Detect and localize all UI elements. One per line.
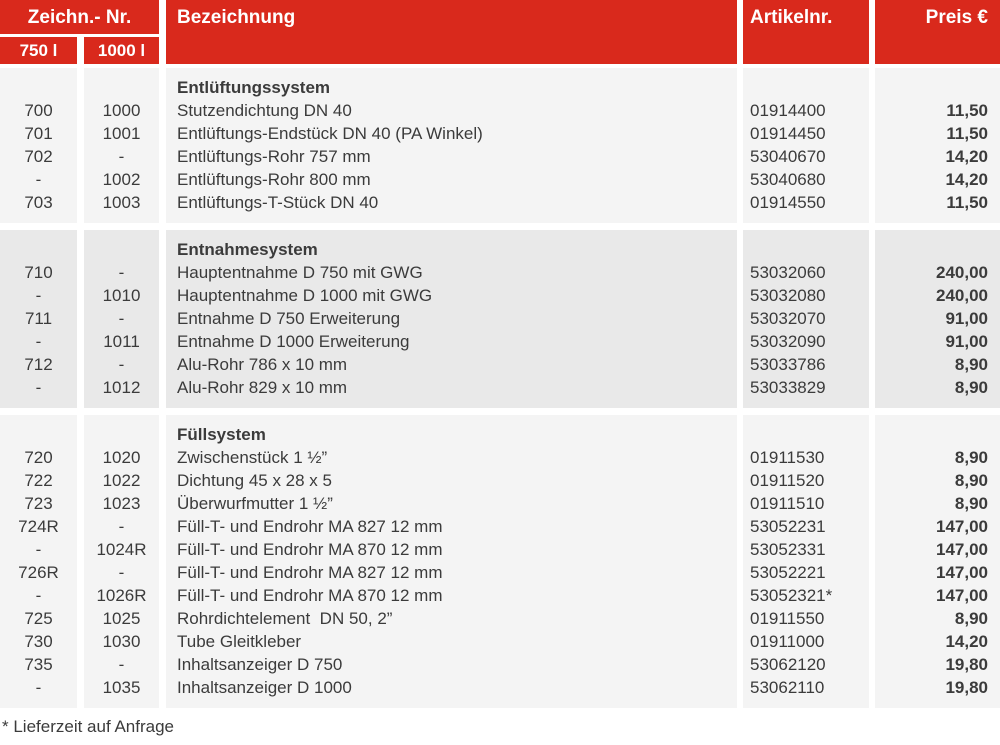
cell-1000l-row-1: 1000	[102, 101, 141, 120]
header-subrow	[0, 37, 159, 64]
cell-1000l-row-4: 1011	[103, 332, 140, 351]
spacer	[750, 238, 869, 261]
cell-750l-row-3: 711	[24, 309, 53, 328]
cell-1000l-row-5: 1024R	[96, 540, 147, 559]
cell-artikelnr-row-11: 53062110	[750, 678, 825, 697]
cell-artikelnr-row-2: 01911520	[750, 471, 825, 490]
cell-bezeichnung-row-3: Entnahme D 750 Erweiterung	[177, 309, 401, 328]
table-header	[0, 0, 1000, 64]
cell-bezeichnung-row-4: Entnahme D 1000 Erweiterung	[177, 332, 410, 351]
cell-preis-row-8: 8,90	[954, 609, 988, 628]
footnote: * Lieferzeit auf Anfrage	[2, 717, 175, 736]
cell-bezeichnung-row-1: Zwischenstück 1 ½”	[177, 448, 328, 467]
cell-bezeichnung-row-7: Füll-T- und Endrohr MA 870 12 mm	[177, 586, 443, 605]
cell-preis-row-11: 19,80	[945, 678, 988, 697]
col-artikelnr	[743, 230, 869, 408]
cell-artikelnr-row-4: 53032090	[750, 332, 826, 351]
cell-1000l-row-2: 1001	[102, 124, 141, 143]
cell-1000l-row-7: 1026R	[96, 586, 147, 605]
cell-preis-row-1: 8,90	[954, 448, 988, 467]
spacer	[84, 238, 159, 261]
cell-bezeichnung-row-4: Füll-T- und Endrohr MA 827 12 mm	[177, 517, 443, 536]
cell-artikelnr-row-4: 53052231	[750, 517, 826, 536]
cell-1000l-row-5: 1003	[102, 193, 141, 212]
spacer	[84, 76, 159, 99]
col-artikelnr	[743, 68, 869, 223]
col-preis	[875, 68, 1000, 223]
cell-preis-row-4: 91,00	[945, 332, 988, 351]
cell-preis-row-3: 8,90	[954, 494, 988, 513]
col-preis	[875, 415, 1000, 708]
cell-750l-row-4: -	[35, 170, 42, 189]
cell-750l-row-10: 735	[24, 655, 53, 674]
cell-750l-row-4: 724R	[18, 517, 59, 536]
cell-preis-row-1: 240,00	[936, 263, 988, 282]
cell-1000l-row-6: 1012	[102, 378, 141, 397]
cell-750l-row-3: 723	[24, 494, 53, 513]
cell-bezeichnung-row-4: Entlüftungs-Rohr 800 mm	[177, 170, 371, 189]
cell-750l-row-2: 722	[24, 471, 53, 490]
cell-750l-row-6: -	[35, 378, 42, 397]
cell-preis-row-4: 14,20	[945, 170, 988, 189]
cell-preis-row-2: 240,00	[936, 286, 988, 305]
cell-bezeichnung-row-9: Tube Gleitkleber	[177, 632, 302, 651]
cell-preis-row-6: 147,00	[936, 563, 988, 582]
cell-artikelnr-row-5: 53033786	[750, 355, 826, 374]
cell-artikelnr-row-6: 53033829	[750, 378, 826, 397]
cell-preis-row-5: 11,50	[946, 193, 988, 212]
cell-preis-row-7: 147,00	[936, 586, 988, 605]
cell-artikelnr-row-9: 01911000	[750, 632, 825, 651]
col-artikelnr	[743, 415, 869, 708]
section-2	[0, 230, 1000, 408]
table-body	[0, 68, 1000, 708]
cell-bezeichnung-row-5: Füll-T- und Endrohr MA 870 12 mm	[177, 540, 443, 559]
cell-artikelnr-row-7: 53052321*	[750, 586, 833, 605]
section-title: Entlüftungssystem	[177, 78, 331, 97]
cell-1000l-row-4: 1002	[102, 170, 141, 189]
spacer	[875, 238, 988, 261]
spacer	[750, 423, 869, 446]
cell-preis-row-3: 91,00	[945, 309, 988, 328]
cell-artikelnr-row-1: 53032060	[750, 263, 826, 282]
spacer	[0, 238, 77, 261]
cell-750l-row-9: 730	[24, 632, 53, 651]
cell-750l-row-2: 701	[24, 124, 53, 143]
cell-1000l-row-11: 1035	[102, 678, 141, 697]
cell-1000l-row-2: 1022	[102, 471, 141, 490]
cell-1000l-row-2: 1010	[102, 286, 141, 305]
spacer	[84, 423, 159, 446]
cell-bezeichnung-row-2: Dichtung 45 x 28 x 5	[177, 471, 332, 490]
header-750l: 750 l	[0, 37, 77, 64]
section-title: Füllsystem	[177, 425, 266, 444]
cell-1000l-row-3: 1023	[102, 494, 141, 513]
header-1000l: 1000 l	[84, 37, 159, 64]
col-1000l	[84, 415, 159, 708]
section-1	[0, 68, 1000, 223]
cell-artikelnr-row-3: 01911510	[750, 494, 825, 513]
cell-1000l-row-3: -	[118, 147, 125, 166]
cell-bezeichnung-row-3: Entlüftungs-Rohr 757 mm	[177, 147, 371, 166]
cell-bezeichnung-row-3: Überwurfmutter 1 ½”	[177, 494, 333, 513]
cell-bezeichnung-row-8: Rohrdichtelement DN 50, 2”	[177, 609, 393, 628]
cell-artikelnr-row-3: 53040670	[750, 147, 826, 166]
cell-preis-row-1: 11,50	[946, 101, 988, 120]
cell-1000l-row-1: 1020	[102, 448, 141, 467]
cell-bezeichnung-row-11: Inhaltsanzeiger D 1000	[177, 678, 352, 697]
cell-preis-row-4: 147,00	[936, 517, 988, 536]
col-bezeichnung	[166, 68, 737, 223]
cell-750l-row-1: 720	[24, 448, 53, 467]
cell-artikelnr-row-8: 01911550	[750, 609, 825, 628]
cell-preis-row-5: 147,00	[936, 540, 988, 559]
cell-bezeichnung-row-2: Hauptentnahme D 1000 mit GWG	[177, 286, 433, 305]
cell-750l-row-5: -	[35, 540, 42, 559]
cell-1000l-row-4: -	[118, 517, 125, 536]
cell-bezeichnung-row-1: Hauptentnahme D 750 mit GWG	[177, 263, 423, 282]
cell-bezeichnung-row-10: Inhaltsanzeiger D 750	[177, 655, 343, 674]
header-zeichn-nr-group	[0, 0, 159, 64]
cell-750l-row-5: 703	[24, 193, 53, 212]
cell-bezeichnung-row-1: Stutzendichtung DN 40	[177, 101, 352, 120]
cell-artikelnr-row-5: 53052331	[750, 540, 826, 559]
section-title: Entnahmesystem	[177, 240, 318, 259]
spacer	[0, 76, 77, 99]
cell-artikelnr-row-10: 53062120	[750, 655, 826, 674]
section-3	[0, 415, 1000, 708]
col-preis	[875, 230, 1000, 408]
cell-bezeichnung-row-6: Füll-T- und Endrohr MA 827 12 mm	[177, 563, 443, 582]
col-750l	[0, 415, 77, 708]
cell-bezeichnung-row-6: Alu-Rohr 829 x 10 mm	[177, 378, 348, 397]
spacer	[0, 423, 77, 446]
header-zeichn-nr: Zeichn.- Nr.	[0, 0, 159, 34]
cell-1000l-row-10: -	[118, 655, 125, 674]
spacer	[750, 76, 869, 99]
cell-750l-row-1: 700	[24, 101, 53, 120]
cell-750l-row-3: 702	[24, 147, 53, 166]
cell-artikelnr-row-6: 53052221	[750, 563, 826, 582]
header-artikelnr: Artikelnr.	[743, 0, 869, 64]
cell-artikelnr-row-2: 53032080	[750, 286, 826, 305]
header-bezeichnung: Bezeichnung	[166, 0, 737, 64]
cell-1000l-row-5: -	[118, 355, 125, 374]
cell-750l-row-8: 725	[24, 609, 53, 628]
col-750l	[0, 230, 77, 408]
spacer	[875, 423, 988, 446]
col-1000l	[84, 230, 159, 408]
cell-750l-row-5: 712	[24, 355, 53, 374]
col-bezeichnung	[166, 230, 737, 408]
cell-1000l-row-9: 1030	[102, 632, 141, 651]
cell-artikelnr-row-3: 53032070	[750, 309, 826, 328]
cell-artikelnr-row-2: 01914450	[750, 124, 826, 143]
cell-artikelnr-row-1: 01914400	[750, 101, 826, 120]
cell-preis-row-2: 11,50	[946, 124, 988, 143]
cell-preis-row-6: 8,90	[954, 378, 988, 397]
cell-750l-row-11: -	[35, 678, 42, 697]
cell-750l-row-7: -	[35, 586, 42, 605]
cell-750l-row-4: -	[35, 332, 42, 351]
cell-1000l-row-6: -	[118, 563, 125, 582]
cell-artikelnr-row-4: 53040680	[750, 170, 826, 189]
header-preis: Preis €	[875, 0, 1000, 64]
cell-preis-row-5: 8,90	[954, 355, 988, 374]
cell-artikelnr-row-1: 01911530	[750, 448, 825, 467]
cell-artikelnr-row-5: 01914550	[750, 193, 826, 212]
spacer	[875, 76, 988, 99]
cell-preis-row-10: 19,80	[945, 655, 988, 674]
cell-preis-row-3: 14,20	[945, 147, 988, 166]
cell-bezeichnung-row-5: Alu-Rohr 786 x 10 mm	[177, 355, 348, 374]
cell-bezeichnung-row-2: Entlüftungs-Endstück DN 40 (PA Winkel)	[177, 124, 483, 143]
col-bezeichnung	[166, 415, 737, 708]
cell-750l-row-2: -	[35, 286, 42, 305]
cell-750l-row-6: 726R	[18, 563, 59, 582]
cell-preis-row-9: 14,20	[945, 632, 988, 651]
cell-preis-row-2: 8,90	[954, 471, 988, 490]
cell-1000l-row-8: 1025	[102, 609, 141, 628]
cell-1000l-row-3: -	[118, 309, 125, 328]
col-750l	[0, 68, 77, 223]
cell-bezeichnung-row-5: Entlüftungs-T-Stück DN 40	[177, 193, 379, 212]
col-1000l	[84, 68, 159, 223]
cell-1000l-row-1: -	[118, 263, 125, 282]
cell-750l-row-1: 710	[24, 263, 53, 282]
